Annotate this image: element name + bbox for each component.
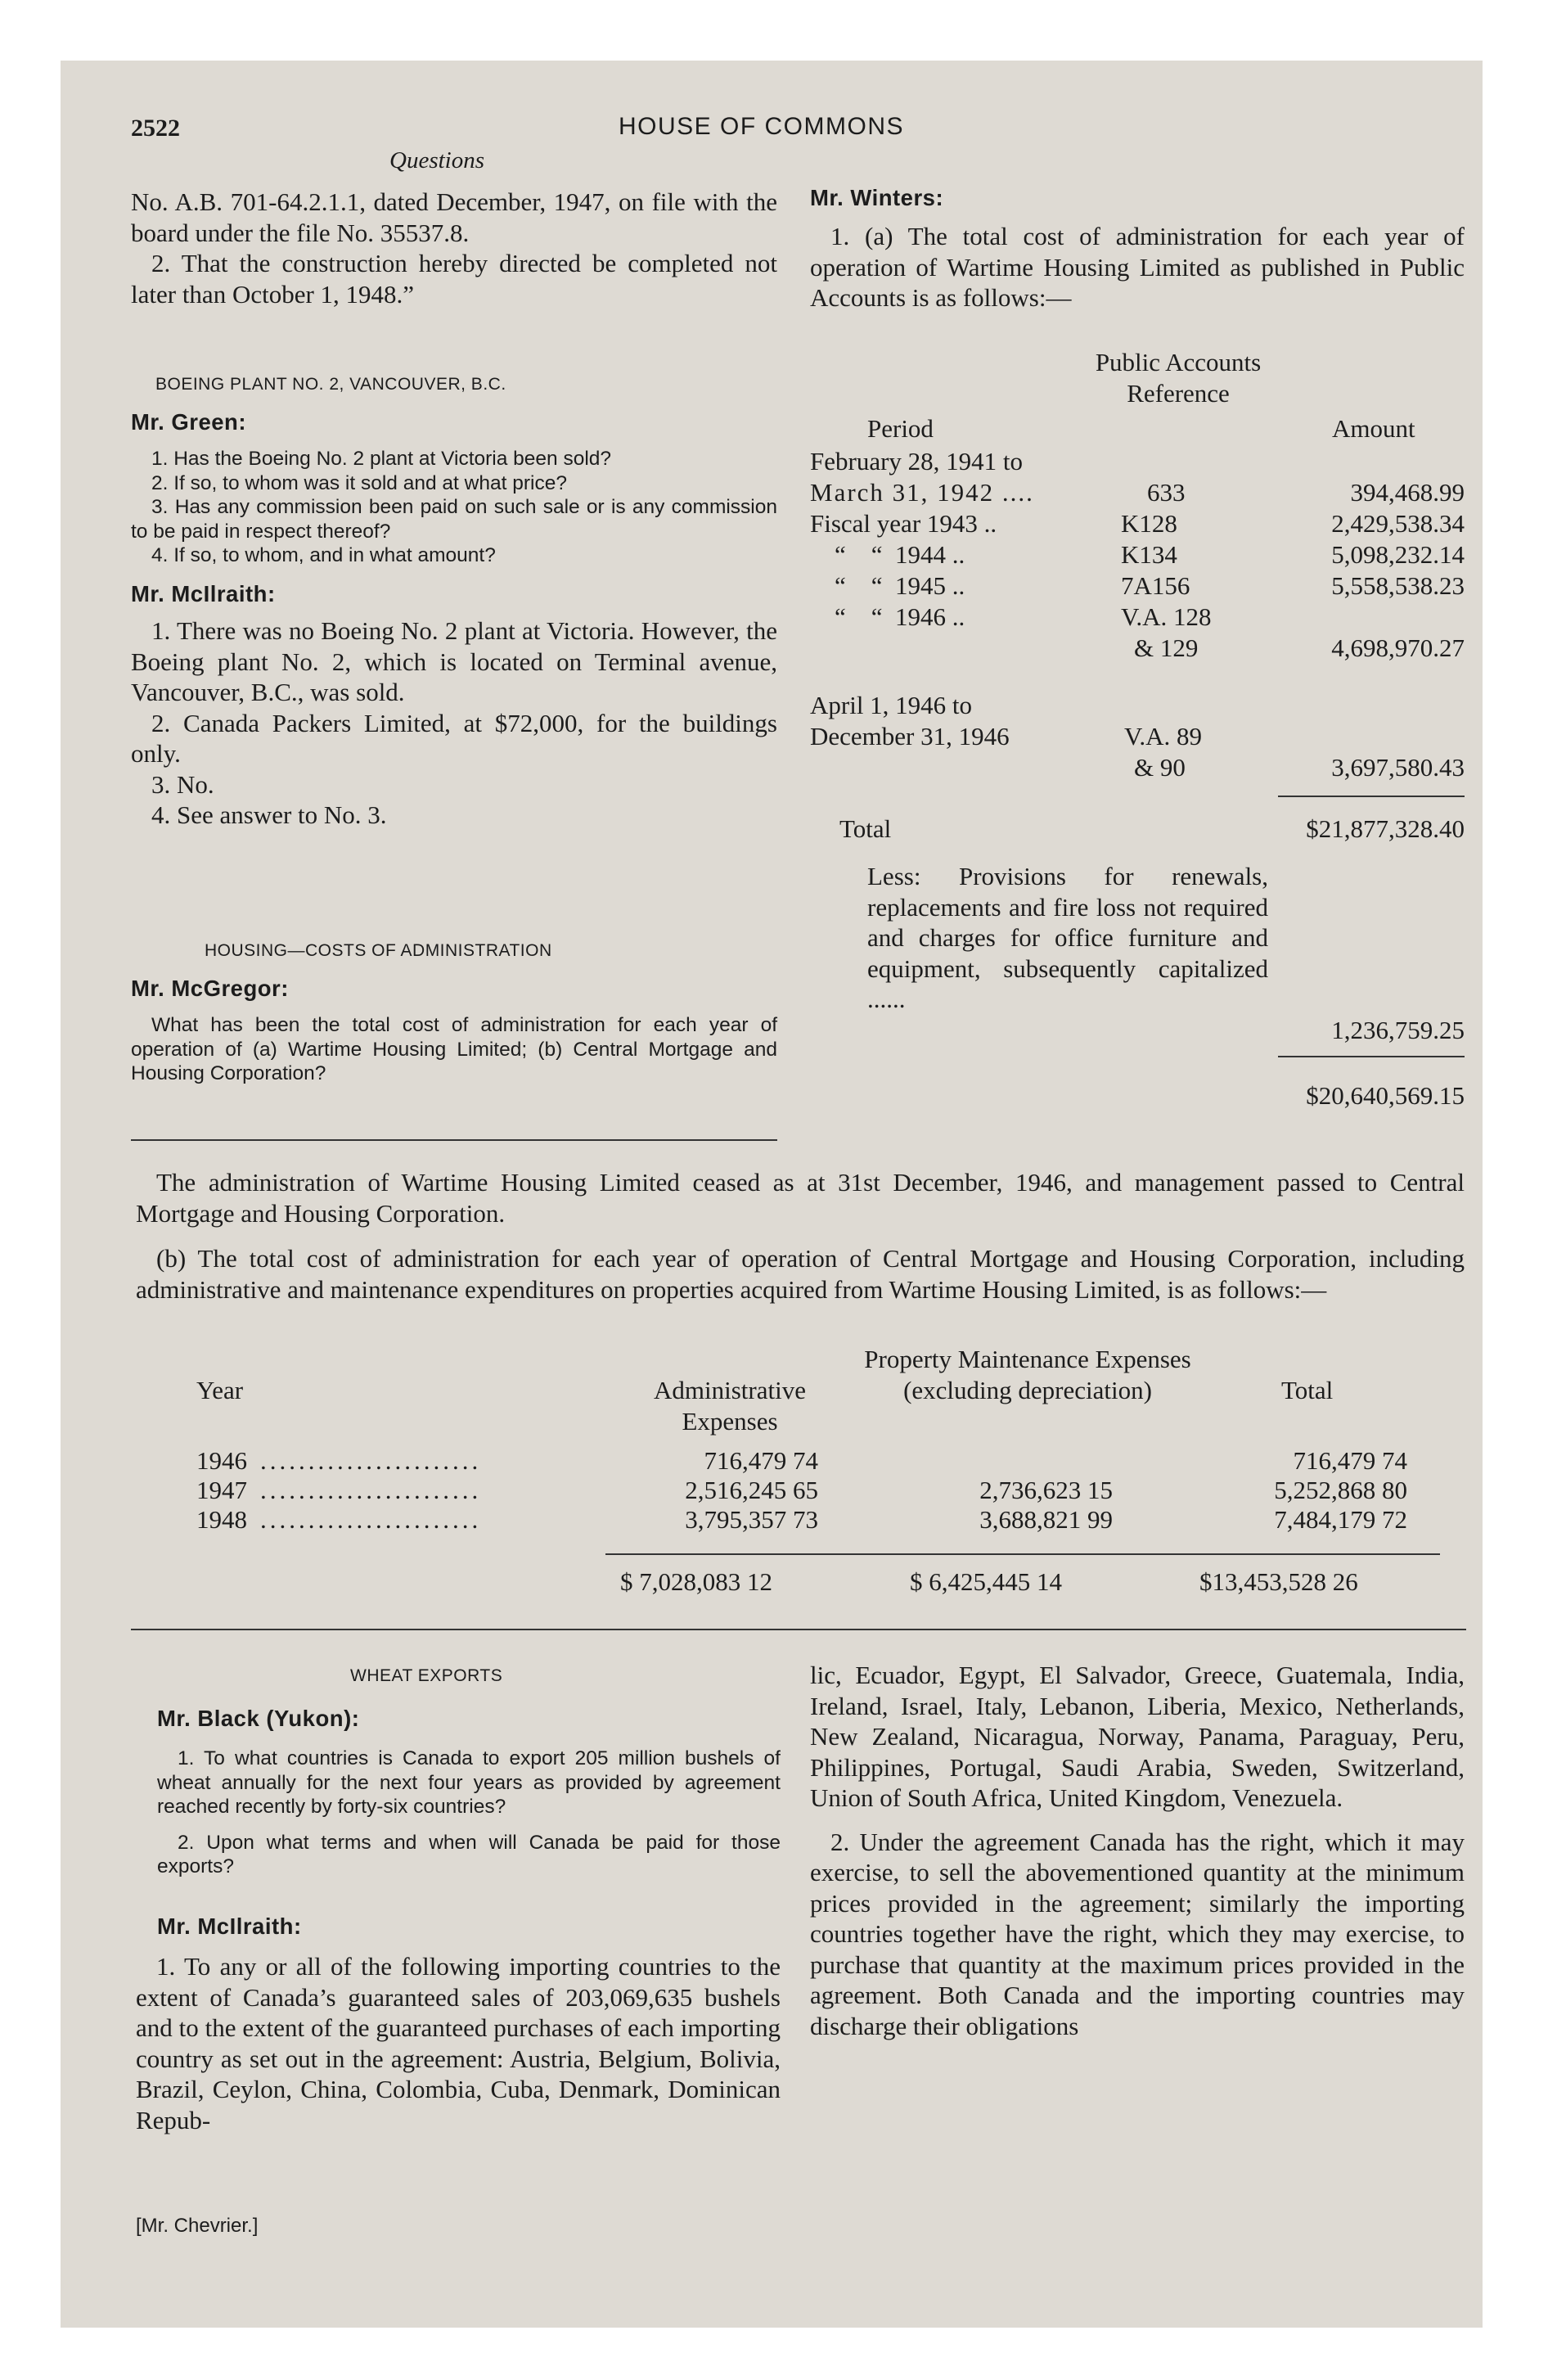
wheat-answer-right (810, 1660, 1465, 2041)
paragraph-ceased: The administration of Wartime Housing Limited ceased as at 31st December, 1946, and management passed to Central Mortgage and Housing Corporation. (136, 1168, 1465, 1228)
row-6-period: “ “ 1946 .. (835, 602, 965, 631)
speaker-mcilraith-2: Mr. McIlraith: (157, 1913, 302, 1939)
table-admin-1947: 2,516,245 65 (685, 1476, 818, 1504)
row-2-amount: 394,468.99 (1350, 478, 1465, 507)
answer-4: 4. See answer to No. 3. (151, 800, 387, 829)
row-10-amount: 3,697,580.43 (1331, 753, 1465, 782)
mcgregor-question-text: What has been the total cost of administration for each year of operation of (a) Wartime Housing Limited; (b) Central Mortgage and Housing Corporation? (131, 1014, 777, 1084)
housing-heading: HOUSING—COSTS OF ADMINISTRATION (205, 941, 552, 960)
total-label: Total (839, 814, 892, 843)
header-total: Total (1281, 1376, 1334, 1404)
full-width-paragraphs (136, 1167, 1465, 1305)
header-property: Property Maintenance Expenses (excluding depreciation) (864, 1345, 1191, 1404)
header-admin: Administrative Expenses (654, 1376, 806, 1436)
row-6-ref: V.A. 128 (1121, 602, 1212, 631)
wheat-question-2: 2. Upon what terms and when will Canada be paid for those exports? (157, 1831, 781, 1877)
net-value: $20,640,569.15 (1306, 1081, 1465, 1110)
table-total-1946: 716,479 74 (1293, 1446, 1407, 1475)
row-7-ref: & 129 (1134, 633, 1199, 662)
green-questions (131, 447, 777, 568)
speaker-mcgregor: Mr. McGregor: (131, 976, 289, 1001)
page-number: 2522 (131, 115, 180, 142)
subtotal-rule (1278, 796, 1465, 797)
wheat-question-1: 1. To what countries is Canada to export 205 million bushels of wheat annually for the next four years as provided by agreement reached recently by forty-six countries? (157, 1747, 781, 1818)
winters-intro-text: 1. (a) The total cost of administration for each year of operation of Wartime Housing Limited as published in Public Accounts is as follows:— (810, 222, 1465, 312)
table-total-1947: 5,252,868 80 (1274, 1476, 1407, 1504)
row-8-period: April 1, 1946 to (810, 691, 973, 719)
answer-1: 1. There was no Boeing No. 2 plant at Victoria. However, the Boeing plant No. 2, which is located on Terminal avenue, Vancouver, B.C., was sold. (131, 616, 777, 706)
less-value: 1,236,759.25 (1331, 1016, 1465, 1044)
col-header-period: Period (867, 414, 934, 443)
header-year: Year (196, 1376, 244, 1404)
row-10-ref: & 90 (1134, 753, 1186, 782)
net-rule (1278, 1056, 1465, 1057)
row-2-period: March 31, 1942 .... (810, 478, 1034, 507)
row-3-period: Fiscal year 1943 .. (810, 509, 997, 538)
row-3-ref: K128 (1121, 509, 1177, 538)
row-1-period: February 28, 1941 to (810, 447, 1024, 476)
answer-3: 3. No. (151, 769, 214, 799)
section-rule (131, 1629, 1466, 1630)
speaker-green: Mr. Green: (131, 409, 247, 435)
table-admin-1948: 3,795,357 73 (685, 1505, 818, 1534)
continued-paragraph: No. A.B. 701-64.2.1.1, dated December, 1947, on file with the board under the file No. 35537.8. (131, 187, 777, 247)
table-total-property: $ 6,425,445 14 (910, 1567, 1062, 1596)
less-text: Less: Provisions for renewals, replacements and fire loss not required and charges for office furniture and equipment, subsequently capitalized ...... (867, 862, 1268, 1013)
table-total-rule (605, 1553, 1440, 1555)
mcilraith-answers (131, 615, 777, 831)
winters-intro (810, 221, 1465, 313)
wheat-heading: WHEAT EXPORTS (350, 1666, 503, 1685)
col-header-reference: Public Accounts Reference (1095, 348, 1262, 408)
row-4-period: “ “ 1944 .. (835, 540, 965, 569)
wheat-answer-1-end: lic, Ecuador, Egypt, El Salvador, Greece, Guatemala, India, Ireland, Israel, Italy, Lebanon, Liberia, Mexico, Netherlands, New Zealand, Nicaragua, Norway, Panama, Paraguay, Peru, Philippines, Portugal, Saudi Arabia, Sweden, Switzerland, Union of South Africa, United Kingdom, Venezuela. (810, 1661, 1465, 1812)
table-year-1946: 1946 (196, 1446, 247, 1475)
row-5-ref: 7A156 (1121, 571, 1190, 600)
answer-2: 2. Canada Packers Limited, at $72,000, for the buildings only. (131, 708, 777, 768)
speaker-winters: Mr. Winters: (810, 185, 944, 210)
row-5-period: “ “ 1945 .. (835, 571, 965, 600)
row-2-ref: 633 (1147, 478, 1186, 507)
question-4: 4. If so, to whom, and in what amount? (151, 544, 496, 566)
row-4-ref: K134 (1121, 540, 1177, 569)
table-property-1947: 2,736,623 15 (979, 1476, 1113, 1504)
paragraph-b: (b) The total cost of administration for each year of operation of Central Mortgage and Housing Corporation, including administrative and maintenance expenditures on properties acquired from Wartime Housing Limited, is as follows:— (136, 1244, 1465, 1304)
table-total-total: $13,453,528 26 (1199, 1567, 1358, 1596)
speaker-mcilraith: Mr. McIlraith: (131, 581, 276, 606)
table-total-admin: $ 7,028,083 12 (620, 1567, 772, 1596)
wheat-answer-2: 2. Under the agreement Canada has the right, which it may exercise, to sell the abovementioned quantity at the minimum prices provided in the agreement; similarly the importing countries together have the right, which they may exercise, to purchase that quantity at the maximum prices provided in the agreement. Both Canada and the importing countries may discharge their obligations (810, 1827, 1465, 2040)
section-title: Questions (389, 147, 484, 174)
page-title: HOUSE OF COMMONS (619, 113, 905, 140)
question-3: 3. Has any commission been paid on such sale or is any commission to be paid in respect thereof? (131, 496, 777, 543)
row-3-amount: 2,429,538.34 (1331, 509, 1465, 538)
wheat-answer-1-start: 1. To any or all of the following importing countries to the extent of Canada’s guaranteed sales of 203,069,635 bushels and to the extent of the guaranteed purchases of each importing country as set out in the agreement: Austria, Belgium, Bolivia, Brazil, Ceylon, China, Colombia, Cuba, Denmark, Dominican Repub- (136, 1952, 781, 2134)
footer-speaker: [Mr. Chevrier.] (136, 2215, 259, 2237)
row-7-amount: 4,698,970.27 (1331, 633, 1465, 662)
row-9-period: December 31, 1946 (810, 722, 1010, 751)
boeing-heading: BOEING PLANT NO. 2, VANCOUVER, B.C. (155, 375, 506, 394)
row-4-amount: 5,098,232.14 (1331, 540, 1465, 569)
table-year-1948: 1948 (196, 1505, 247, 1534)
table-admin-1946: 716,479 74 (704, 1446, 818, 1475)
black-questions (157, 1747, 781, 1879)
row-9-ref: V.A. 89 (1124, 722, 1203, 751)
total-value: $21,877,328.40 (1306, 814, 1465, 843)
table-year-1947: 1947 (196, 1476, 247, 1504)
left-column-top (131, 187, 777, 309)
table-leader-1948: ....................... (260, 1505, 482, 1534)
wheat-answer-left (136, 1951, 781, 2135)
question-1: 1. Has the Boeing No. 2 plant at Victoria been sold? (151, 448, 612, 470)
continued-item-2: 2. That the construction hereby directed be completed not later than October 1, 1948.” (131, 249, 777, 309)
question-2: 2. If so, to whom was it sold and at what price? (151, 471, 567, 494)
col-header-amount: Amount (1332, 414, 1415, 443)
row-5-amount: 5,558,538.23 (1331, 571, 1465, 600)
table-leader-1946: ....................... (260, 1446, 482, 1475)
table-total-1948: 7,484,179 72 (1274, 1505, 1407, 1534)
column-end-rule (131, 1139, 777, 1141)
table-leader-1947: ....................... (260, 1476, 482, 1504)
table-property-1948: 3,688,821 99 (979, 1505, 1113, 1534)
mcgregor-question (131, 1013, 777, 1086)
speaker-black: Mr. Black (Yukon): (157, 1706, 360, 1731)
